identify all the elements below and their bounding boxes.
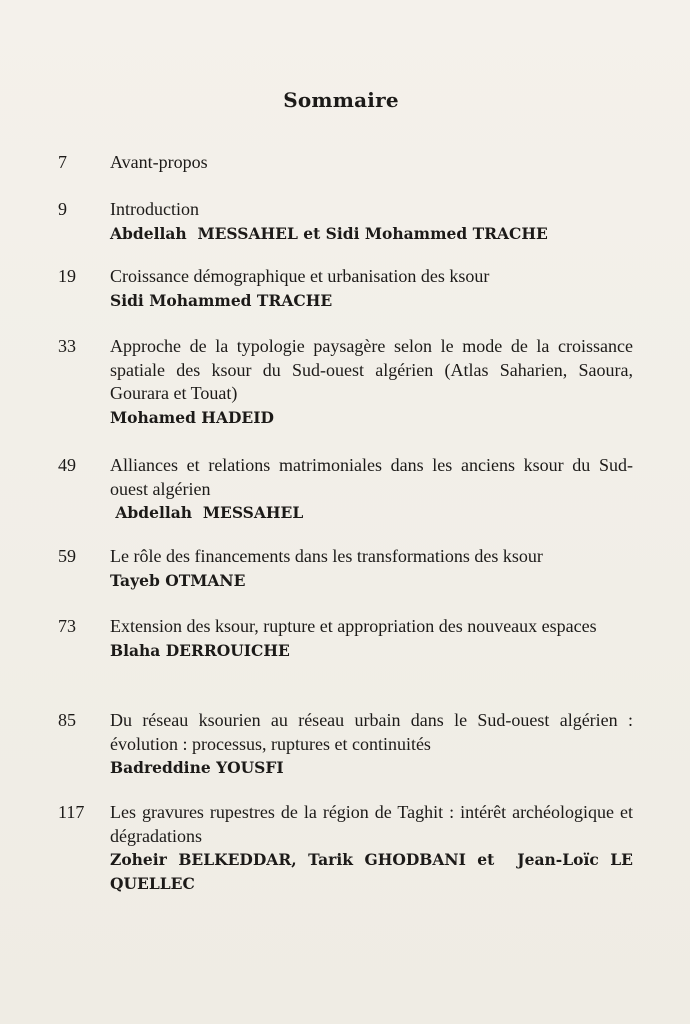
- toc-page-number: 59: [58, 546, 76, 566]
- toc-entry: [58, 335, 633, 429]
- toc-entry-authors: Blaha DERROUICHE: [110, 640, 290, 660]
- toc-entry-title: Croissance démographique et urbanisation des ksour: [110, 266, 490, 286]
- toc-entry-title: Extension des ksour, rupture et appropriation des nouveaux espaces: [110, 616, 597, 636]
- toc-entry-title: Le rôle des financements dans les transformations des ksour: [110, 546, 543, 566]
- toc-page-number: 19: [58, 266, 76, 286]
- toc-entry-title: Les gravures rupestres de la région de Taghit : intérêt archéologique et dégradations: [110, 802, 633, 846]
- toc-entry: [58, 545, 633, 592]
- toc-page-number: 117: [58, 802, 85, 822]
- page-title: Sommaire: [283, 88, 399, 112]
- toc-page-number: 7: [58, 152, 67, 172]
- toc-entry: [58, 265, 633, 312]
- toc-entry-title: Approche de la typologie paysagère selon le mode de la croissance spatiale des ksour du Sud-ouest algérien (Atlas Saharien, Saoura, Gourara et Touat): [110, 336, 633, 403]
- toc-page-number: 33: [58, 336, 76, 356]
- toc-entry: [58, 151, 633, 175]
- toc-entry-title: Alliances et relations matrimoniales dans les anciens ksour du Sud-ouest algérien: [110, 455, 633, 499]
- toc-entry-title: Du réseau ksourien au réseau urbain dans le Sud-ouest algérien : évolution : processus, ruptures et continuités: [110, 710, 633, 754]
- toc-entry-title: Avant-propos: [110, 152, 208, 172]
- toc-entry-authors: Sidi Mohammed TRACHE: [110, 290, 333, 310]
- toc-page-number: 49: [58, 455, 76, 475]
- toc-entry-authors: Badreddine YOUSFI: [110, 758, 284, 777]
- toc-entry-authors: Zoheir BELKEDDAR, Tarik GHODBANI et Jean-Loïc LE QUELLEC: [110, 850, 639, 893]
- toc-page-number: 85: [58, 710, 76, 730]
- toc-entry: [58, 801, 639, 895]
- toc-entry-authors: Abdellah MESSAHEL et Sidi Mohammed TRACHE: [110, 223, 548, 243]
- toc-page-number: 9: [58, 199, 67, 219]
- toc-entry-title: Introduction: [110, 199, 199, 219]
- toc-entry: [58, 615, 633, 662]
- toc-entry: [58, 709, 633, 780]
- toc-entry: [58, 454, 633, 525]
- toc-page-number: 73: [58, 616, 76, 636]
- toc-entry-authors: Abdellah MESSAHEL: [110, 503, 304, 522]
- toc-entry-authors: Mohamed HADEID: [110, 407, 274, 427]
- toc-entry-authors: Tayeb OTMANE: [110, 570, 246, 590]
- toc-entry: [58, 198, 633, 245]
